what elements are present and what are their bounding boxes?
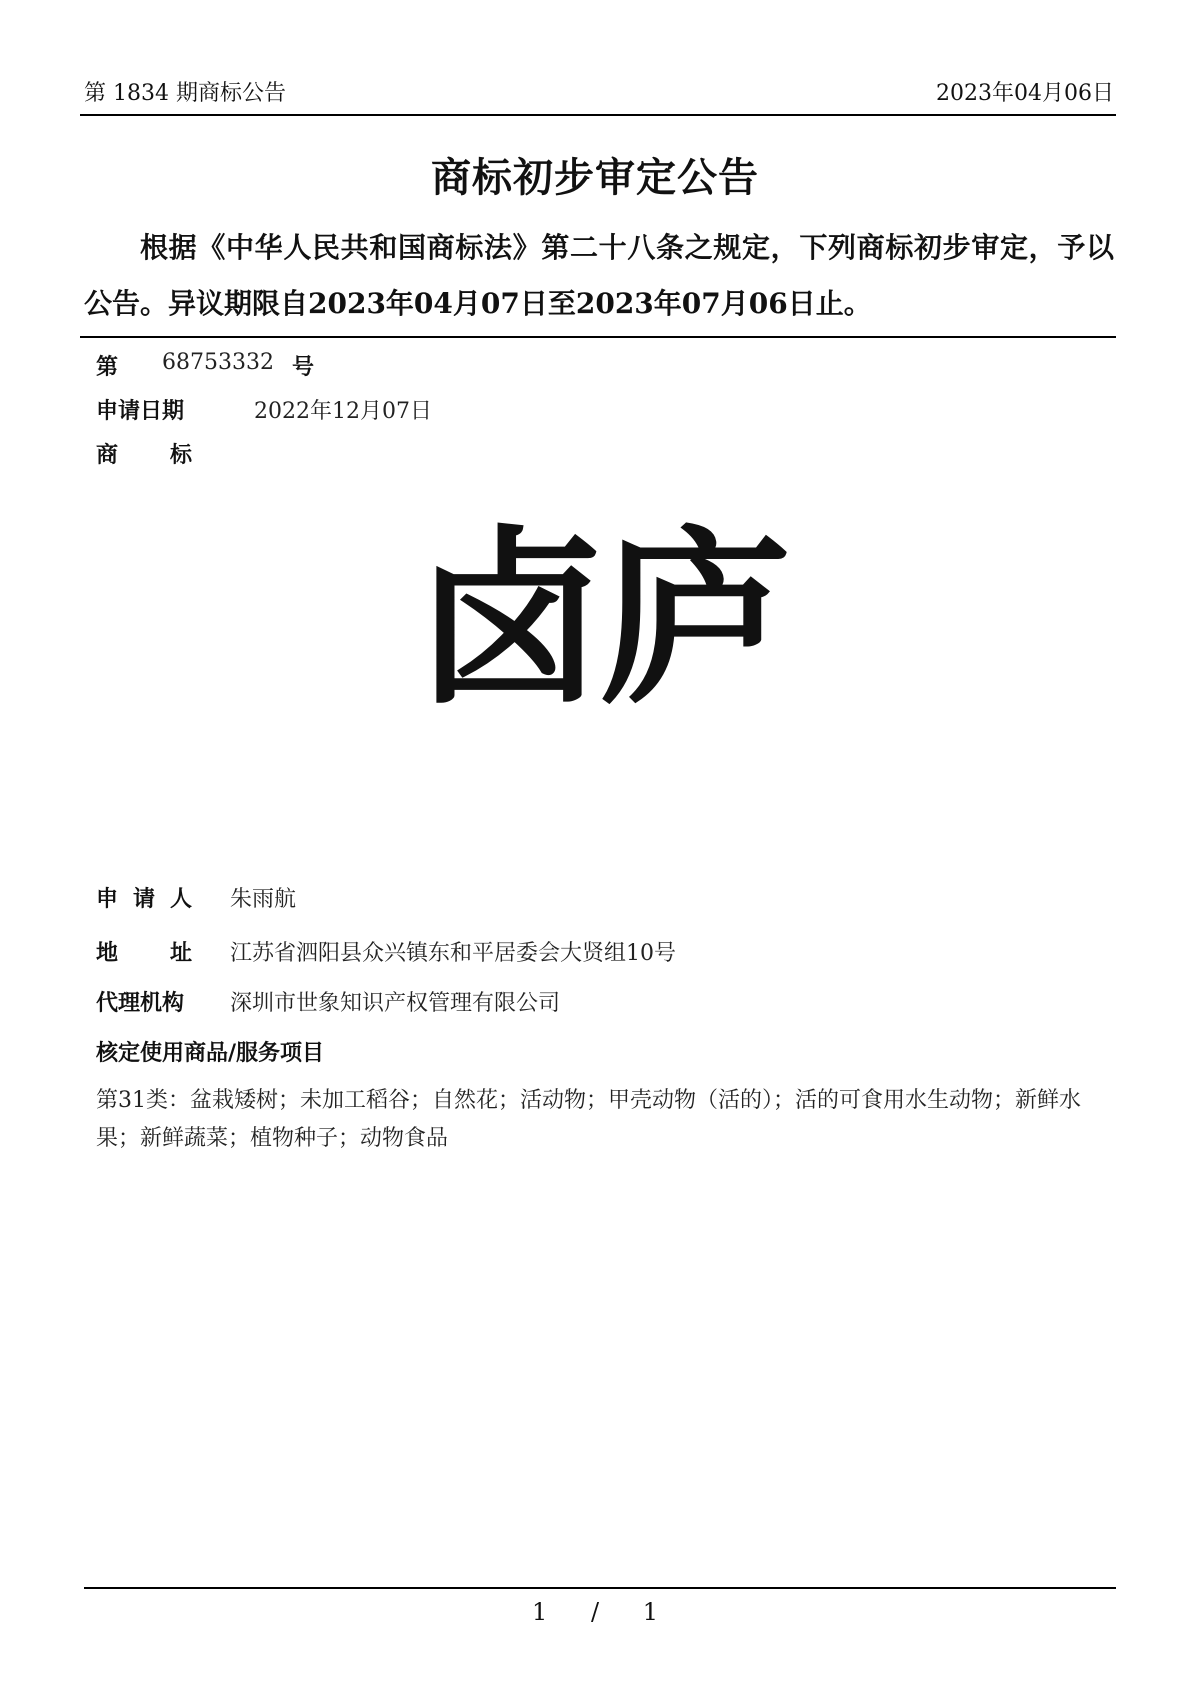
goods-list: 第31类：盆栽矮树；未加工稻谷；自然花；活动物；甲壳动物（活的）；活的可食用水生动物；新鲜水果；新鲜蔬菜；植物种子；动物食品	[96, 1088, 1081, 1151]
agent-label: 代理机构	[96, 991, 185, 1016]
address-label: 地 址	[96, 941, 192, 966]
agent-name: 深圳市世象知识产权管理有限公司	[230, 991, 561, 1016]
agent-row	[96, 986, 561, 1017]
footer-divider	[84, 1587, 1116, 1589]
current-page: 1	[532, 1598, 548, 1626]
issue-number: 第 1834 期商标公告	[84, 81, 286, 106]
filing-date-label: 申请日期	[96, 399, 185, 424]
issue-date: 2023年04月06日	[936, 81, 1114, 106]
address-row	[96, 936, 676, 967]
applicant-label: 申 请 人	[96, 887, 192, 912]
registration-number-row	[96, 350, 315, 381]
page-separator: /	[590, 1598, 600, 1626]
registration-number: 68753332	[162, 350, 274, 375]
trademark-image: 卤庐	[415, 509, 784, 730]
total-pages: 1	[642, 1598, 658, 1626]
goods-label: 核定使用商品/服务项目	[96, 1041, 325, 1066]
page-number	[0, 1598, 1190, 1626]
number-suffix: 号	[292, 355, 315, 380]
header-divider	[80, 114, 1116, 116]
page-title: 商标初步审定公告	[431, 154, 759, 201]
section-divider	[80, 336, 1116, 338]
filing-date: 2022年12月07日	[254, 399, 432, 424]
goods-heading-row	[96, 1036, 324, 1067]
intro-paragraph: 根据《中华人民共和国商标法》第二十八条之规定，下列商标初步审定，予以公告。异议期限自2023年04月07日至2023年07月06日止。	[84, 231, 1114, 320]
page-header	[84, 76, 1114, 110]
number-prefix: 第	[96, 355, 119, 380]
address-value: 江苏省泗阳县众兴镇东和平居委会大贤组10号	[230, 941, 676, 966]
filing-date-row	[96, 394, 432, 425]
trademark-row	[96, 438, 192, 469]
applicant-row	[96, 882, 297, 913]
trademark-label: 商 标	[96, 443, 192, 468]
applicant-name: 朱雨航	[230, 887, 297, 912]
